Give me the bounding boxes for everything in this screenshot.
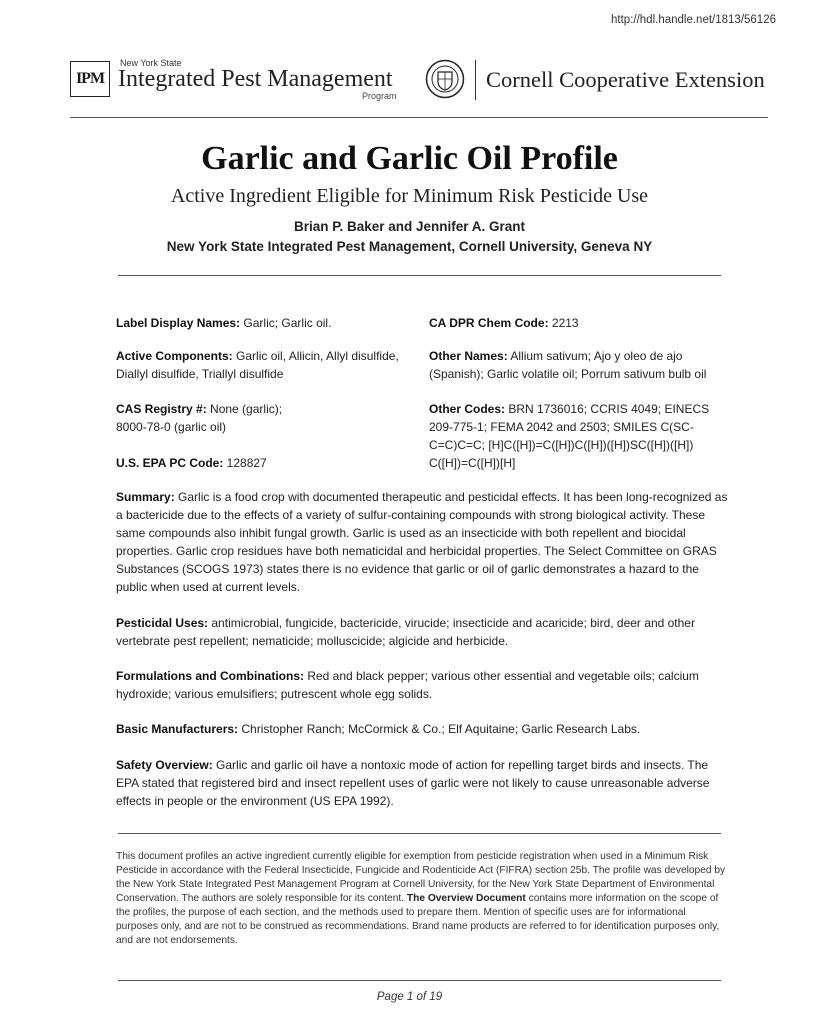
field-cas-registry	[116, 400, 316, 436]
field-value: 128827	[223, 456, 267, 470]
header-rule	[70, 117, 768, 118]
header-divider	[475, 60, 476, 100]
ipm-logo: IPM	[70, 61, 110, 97]
page-subtitle: Active Ingredient Eligible for Minimum Risk Pesticide Use	[170, 185, 649, 207]
field-value: Allium sativum; Ajo y oleo de ajo (Spanish); Garlic volatile oil; Porrum sativum bulb oil	[429, 349, 707, 381]
title-rule	[118, 275, 721, 276]
field-label: U.S. EPA PC Code:	[116, 456, 224, 470]
nys-label: New York State	[120, 58, 182, 68]
section-label: Summary:	[116, 490, 175, 504]
section-text: Garlic and garlic oil have a nontoxic mode of action for repelling target birds and insects. The EPA stated that registered bird and insect repellent uses of garlic were not likely to cause unreasonable adverse effects in people or the environment (US EPA 1992).	[116, 758, 710, 808]
field-active-components	[116, 347, 401, 383]
disclaimer	[116, 850, 726, 948]
field-other-names	[429, 347, 729, 383]
summary-section	[116, 488, 731, 596]
field-other-codes	[429, 400, 719, 472]
field-label: CAS Registry #:	[116, 402, 207, 416]
field-label: Other Codes:	[429, 402, 506, 416]
page-title: Garlic and Garlic Oil Profile	[201, 140, 618, 177]
field-value: Garlic; Garlic oil.	[240, 316, 332, 330]
page-number: Page 1 of 19	[376, 991, 443, 1003]
field-value: BRN 1736016; CCRIS 4049; EINECS 209-775-1; FEMA 2042 and 2503; SMILES C(SC-C=C)C=C; [H]C([H])=C([H])C([H])([H])SC([H])([H]) C([H])=C([H])[H]	[429, 402, 710, 470]
handle-url[interactable]: http://hdl.handle.net/1813/56126	[611, 14, 776, 26]
authors: Brian P. Baker and Jennifer A. Grant	[293, 219, 526, 234]
field-value: Garlic oil, Allicin, Allyl disulfide, Diallyl disulfide, Triallyl disulfide	[116, 349, 399, 381]
section-label: Safety Overview:	[116, 758, 213, 772]
safety-section	[116, 756, 731, 810]
section-label: Formulations and Combinations:	[116, 669, 304, 683]
cornell-seal-icon	[425, 59, 465, 99]
manufacturers-section	[116, 720, 731, 738]
disclaimer-rule	[118, 833, 721, 834]
field-label: Active Components:	[116, 349, 233, 363]
disclaimer-text: contains more information on the scope of the profiles, the purpose of each section, and the methods used to prepare them. Mention of specific uses are for informational purposes only, and are not to be construed as recommendations. Brand name products are referred to for identification purposes only, and are not endorsements.	[116, 893, 720, 946]
footer-rule	[118, 980, 721, 981]
field-label: CA DPR Chem Code:	[429, 316, 549, 330]
header	[70, 58, 770, 108]
field-ca-dpr	[429, 314, 729, 332]
cce-title: Cornell Cooperative Extension	[486, 67, 765, 92]
formulations-section	[116, 667, 731, 703]
field-epa-pc	[116, 454, 401, 472]
affiliation: New York State Integrated Pest Management, Cornell University, Geneva NY	[166, 239, 653, 254]
section-text: antimicrobial, fungicide, bactericide, virucide; insecticide and acaricide; bird, deer and other vertebrate pest repellent; nematicide; molluscicide; algicide and herbicide.	[116, 616, 695, 648]
section-label: Basic Manufacturers:	[116, 722, 239, 736]
section-text: Garlic is a food crop with documented therapeutic and pesticidal effects. It has been long-recognized as a bactericide due to the effects of a variety of sulfur-containing compounds with strong biological activity. These same compounds also inhibit fungal growth. Garlic is used as an insecticide with both repellent and biocidal properties. Garlic crop residues have both nematicidal and herbicidal properties. The Select Committee on GRAS Substances (SCOGS 1973) states there is no evidence that garlic or oil of garlic demonstrates a hazard to the public when used at current levels.	[116, 490, 728, 594]
section-label: Pesticidal Uses:	[116, 616, 209, 630]
program-label: Program	[362, 91, 397, 101]
disclaimer-text: This document profiles an active ingredient currently eligible for exemption from pesticide registration when used in a Minimum Risk Pesticide in accordance with the Federal Insecticide, Fungicide and Rodenticide Act (FIFRA) section 25b. The profile was developed by the New York State Integrated Pest Management Program at Cornell University, for the New York State Department of Environmental Conservation. The authors are solely responsible for its content.	[116, 851, 726, 904]
pesticidal-uses-section	[116, 614, 731, 650]
field-label: Label Display Names:	[116, 316, 241, 330]
field-label: Other Names:	[429, 349, 508, 363]
field-value: None (garlic); 8000-78-0 (garlic oil)	[116, 402, 283, 434]
field-value: 2213	[548, 316, 579, 330]
section-text: Red and black pepper; various other essential and vegetable oils; calcium hydroxide; various emulsifiers; putrescent whole egg solids.	[116, 669, 699, 701]
field-label-display	[116, 314, 401, 332]
ipm-title: Integrated Pest Management	[118, 66, 393, 92]
overview-document-link[interactable]: The Overview Document	[406, 893, 526, 904]
section-text: Christopher Ranch; McCormick & Co.; Elf Aquitaine; Garlic Research Labs.	[238, 722, 641, 736]
